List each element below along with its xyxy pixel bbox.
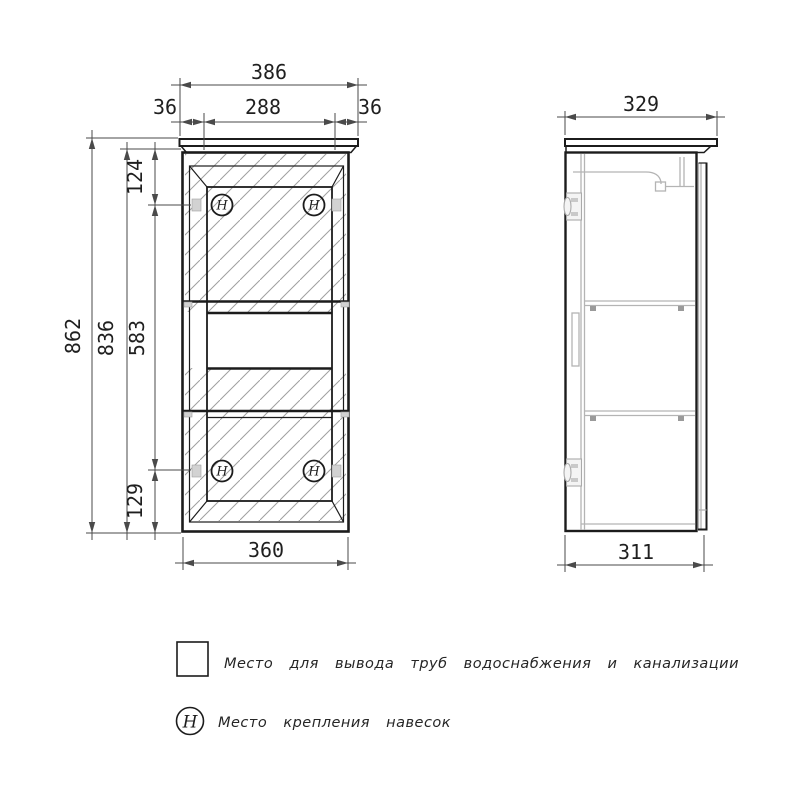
hinge-symbol-label: H (308, 464, 320, 480)
legend-hinge-symbol: H (182, 712, 198, 733)
dim-hinge-span: 583 (125, 319, 149, 357)
dim-door-width: 288 (244, 95, 282, 119)
bracket-mark (332, 465, 341, 477)
hinge-symbol-label: H (308, 198, 320, 214)
bracket-mark (192, 465, 201, 477)
legend-hinge-mount-label: Место крепления навесок (218, 715, 452, 731)
shelf-pin (678, 416, 684, 421)
pipe-zone-lower (185, 368, 346, 521)
dim-body-height: 836 (94, 319, 118, 357)
shelf-pin-mark (341, 302, 349, 307)
hinge-symbol-label: H (216, 198, 228, 214)
dim-total-height: 862 (61, 317, 85, 355)
pipe-zone-upper (185, 154, 346, 312)
shelf-pin-mark (184, 412, 192, 417)
shelf-pin (590, 416, 596, 421)
dim-top-depth: 329 (622, 92, 660, 116)
dim-hinge-top: 124 (123, 158, 147, 196)
legend-pipe-area-label: Место для вывода труб водоснабжения и канализации (224, 656, 740, 672)
shelf-pin-mark (184, 302, 192, 307)
shelf-pin (678, 306, 684, 311)
dim-hinge-bottom: 129 (123, 482, 147, 520)
hanger-bracket (564, 459, 582, 486)
bracket-mark (192, 199, 201, 211)
shelf-pin-mark (341, 412, 349, 417)
shelf-pin (590, 306, 596, 311)
hinge-symbol-label: H (216, 464, 228, 480)
dim-bottom-depth: 311 (617, 540, 655, 564)
hanger-bracket (564, 193, 582, 220)
dim-side-right: 36 (357, 95, 383, 119)
dim-side-left: 36 (152, 95, 178, 119)
dim-top-width: 386 (250, 60, 288, 84)
dim-bottom-width: 360 (247, 538, 285, 562)
bracket-mark (332, 199, 341, 211)
